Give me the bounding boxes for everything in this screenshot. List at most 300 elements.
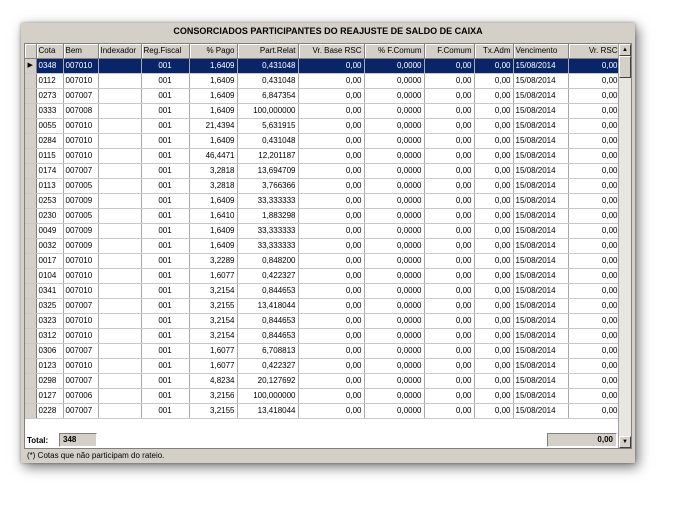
table-row[interactable]	[25, 404, 620, 419]
cell-vencimento[interactable]: 15/08/2014	[513, 284, 568, 299]
table-row[interactable]	[25, 209, 620, 224]
cell-pct-pago[interactable]: 3,2154	[189, 329, 237, 344]
table-row[interactable]	[25, 329, 620, 344]
cell-vencimento[interactable]: 15/08/2014	[513, 89, 568, 104]
cell-cota[interactable]: 0230	[36, 209, 63, 224]
cell-vr-rsc[interactable]: 0,00	[568, 329, 620, 344]
cell-vr-rsc[interactable]: 0,00	[568, 359, 620, 374]
cell-pct-f-comum[interactable]: 0,0000	[364, 374, 424, 389]
cell-vr-base-rsc[interactable]: 0,00	[298, 239, 364, 254]
cell-cota[interactable]: 0127	[36, 389, 63, 404]
cell-reg-fiscal[interactable]: 001	[141, 164, 189, 179]
cell-f-comum[interactable]: 0,00	[424, 224, 474, 239]
cell-vr-base-rsc[interactable]: 0,00	[298, 404, 364, 419]
table-row[interactable]	[25, 314, 620, 329]
cell-tx-adm[interactable]: 0,00	[474, 74, 513, 89]
cell-f-comum[interactable]: 0,00	[424, 329, 474, 344]
cell-pct-pago[interactable]: 1,6077	[189, 359, 237, 374]
col-header-bem[interactable]: Bem	[63, 44, 98, 59]
cell-pct-pago[interactable]: 3,2155	[189, 404, 237, 419]
cell-vencimento[interactable]: 15/08/2014	[513, 119, 568, 134]
cell-pct-pago[interactable]: 1,6410	[189, 209, 237, 224]
cell-f-comum[interactable]: 0,00	[424, 374, 474, 389]
cell-f-comum[interactable]: 0,00	[424, 164, 474, 179]
cell-tx-adm[interactable]: 0,00	[474, 239, 513, 254]
table-row[interactable]	[25, 104, 620, 119]
cell-vr-rsc[interactable]: 0,00	[568, 119, 620, 134]
cell-f-comum[interactable]: 0,00	[424, 389, 474, 404]
cell-cota[interactable]: 0055	[36, 119, 63, 134]
table-row[interactable]	[25, 179, 620, 194]
cell-reg-fiscal[interactable]: 001	[141, 104, 189, 119]
cell-indexador[interactable]	[98, 254, 141, 269]
cell-cota[interactable]: 0323	[36, 314, 63, 329]
table-row[interactable]	[25, 344, 620, 359]
cell-vr-base-rsc[interactable]: 0,00	[298, 74, 364, 89]
cell-part-relat[interactable]: 33,333333	[237, 194, 298, 209]
cell-part-relat[interactable]: 5,631915	[237, 119, 298, 134]
cell-bem[interactable]: 007005	[63, 209, 98, 224]
cell-f-comum[interactable]: 0,00	[424, 134, 474, 149]
row-indicator-cell[interactable]	[25, 299, 36, 314]
cell-bem[interactable]: 007006	[63, 389, 98, 404]
cell-cota[interactable]: 0273	[36, 89, 63, 104]
cell-indexador[interactable]	[98, 299, 141, 314]
cell-part-relat[interactable]: 100,000000	[237, 104, 298, 119]
cell-part-relat[interactable]: 12,201187	[237, 149, 298, 164]
table-row[interactable]	[25, 239, 620, 254]
table-row[interactable]	[25, 359, 620, 374]
cell-part-relat[interactable]: 0,431048	[237, 134, 298, 149]
cell-vencimento[interactable]: 15/08/2014	[513, 269, 568, 284]
cell-f-comum[interactable]: 0,00	[424, 314, 474, 329]
cell-vr-rsc[interactable]: 0,00	[568, 314, 620, 329]
cell-f-comum[interactable]: 0,00	[424, 179, 474, 194]
row-indicator-cell[interactable]	[25, 104, 36, 119]
cell-vr-base-rsc[interactable]: 0,00	[298, 254, 364, 269]
cell-vencimento[interactable]: 15/08/2014	[513, 254, 568, 269]
cell-f-comum[interactable]: 0,00	[424, 284, 474, 299]
cell-vencimento[interactable]: 15/08/2014	[513, 104, 568, 119]
cell-bem[interactable]: 007005	[63, 179, 98, 194]
col-header-f-comum[interactable]: F.Comum	[424, 44, 474, 59]
cell-part-relat[interactable]: 1,883298	[237, 209, 298, 224]
cell-vencimento[interactable]: 15/08/2014	[513, 179, 568, 194]
cell-bem[interactable]: 007007	[63, 344, 98, 359]
cell-vr-base-rsc[interactable]: 0,00	[298, 89, 364, 104]
cell-reg-fiscal[interactable]: 001	[141, 74, 189, 89]
cell-indexador[interactable]	[98, 164, 141, 179]
row-indicator-cell[interactable]	[25, 284, 36, 299]
cell-tx-adm[interactable]: 0,00	[474, 104, 513, 119]
cell-vr-base-rsc[interactable]: 0,00	[298, 359, 364, 374]
cell-pct-f-comum[interactable]: 0,0000	[364, 119, 424, 134]
cell-pct-f-comum[interactable]: 0,0000	[364, 254, 424, 269]
cell-part-relat[interactable]: 13,694709	[237, 164, 298, 179]
cell-part-relat[interactable]: 6,847354	[237, 89, 298, 104]
col-header-pct-f-comum[interactable]: % F.Comum	[364, 44, 424, 59]
cell-reg-fiscal[interactable]: 001	[141, 134, 189, 149]
cell-pct-pago[interactable]: 1,6409	[189, 239, 237, 254]
cell-vr-rsc[interactable]: 0,00	[568, 179, 620, 194]
cell-reg-fiscal[interactable]: 001	[141, 389, 189, 404]
cell-tx-adm[interactable]: 0,00	[474, 269, 513, 284]
row-indicator-cell[interactable]	[25, 359, 36, 374]
table-row[interactable]	[25, 299, 620, 314]
cell-bem[interactable]: 007010	[63, 254, 98, 269]
row-indicator-cell[interactable]	[25, 269, 36, 284]
cell-part-relat[interactable]: 6,708813	[237, 344, 298, 359]
cell-vr-base-rsc[interactable]: 0,00	[298, 299, 364, 314]
cell-vr-base-rsc[interactable]: 0,00	[298, 224, 364, 239]
cell-f-comum[interactable]: 0,00	[424, 359, 474, 374]
cell-indexador[interactable]	[98, 59, 141, 74]
row-indicator-cell[interactable]	[25, 404, 36, 419]
cell-tx-adm[interactable]: 0,00	[474, 164, 513, 179]
table-row[interactable]	[25, 89, 620, 104]
cell-vr-base-rsc[interactable]: 0,00	[298, 134, 364, 149]
cell-vr-base-rsc[interactable]: 0,00	[298, 104, 364, 119]
cell-vr-rsc[interactable]: 0,00	[568, 389, 620, 404]
cell-reg-fiscal[interactable]: 001	[141, 314, 189, 329]
data-grid[interactable]	[24, 43, 632, 449]
cell-vr-rsc[interactable]: 0,00	[568, 74, 620, 89]
table-row[interactable]	[25, 374, 620, 389]
cell-bem[interactable]: 007008	[63, 104, 98, 119]
cell-vr-rsc[interactable]: 0,00	[568, 299, 620, 314]
cell-vr-rsc[interactable]: 0,00	[568, 164, 620, 179]
cell-vr-base-rsc[interactable]: 0,00	[298, 119, 364, 134]
row-indicator-cell[interactable]	[25, 389, 36, 404]
cell-f-comum[interactable]: 0,00	[424, 74, 474, 89]
cell-reg-fiscal[interactable]: 001	[141, 404, 189, 419]
cell-f-comum[interactable]: 0,00	[424, 239, 474, 254]
cell-reg-fiscal[interactable]: 001	[141, 209, 189, 224]
cell-pct-f-comum[interactable]: 0,0000	[364, 344, 424, 359]
table-row[interactable]	[25, 119, 620, 134]
cell-vencimento[interactable]: 15/08/2014	[513, 134, 568, 149]
cell-pct-f-comum[interactable]: 0,0000	[364, 104, 424, 119]
scroll-down-icon[interactable]: ▼	[619, 436, 631, 448]
cell-vr-base-rsc[interactable]: 0,00	[298, 329, 364, 344]
cell-bem[interactable]: 007007	[63, 374, 98, 389]
cell-vr-rsc[interactable]: 0,00	[568, 239, 620, 254]
cell-vr-rsc[interactable]: 0,00	[568, 89, 620, 104]
cell-vr-rsc[interactable]: 0,00	[568, 194, 620, 209]
row-indicator-cell[interactable]	[25, 224, 36, 239]
cell-reg-fiscal[interactable]: 001	[141, 359, 189, 374]
cell-indexador[interactable]	[98, 149, 141, 164]
cell-f-comum[interactable]: 0,00	[424, 299, 474, 314]
cell-part-relat[interactable]: 0,844653	[237, 329, 298, 344]
cell-bem[interactable]: 007010	[63, 314, 98, 329]
table-row[interactable]	[25, 224, 620, 239]
row-indicator-cell[interactable]	[25, 194, 36, 209]
cell-cota[interactable]: 0112	[36, 74, 63, 89]
cell-cota[interactable]: 0312	[36, 329, 63, 344]
cell-f-comum[interactable]: 0,00	[424, 404, 474, 419]
cell-vencimento[interactable]: 15/08/2014	[513, 194, 568, 209]
cell-vencimento[interactable]: 15/08/2014	[513, 74, 568, 89]
cell-indexador[interactable]	[98, 104, 141, 119]
cell-vr-rsc[interactable]: 0,00	[568, 209, 620, 224]
col-header-vr-rsc[interactable]: Vr. RSC	[568, 44, 620, 59]
cell-cota[interactable]: 0123	[36, 359, 63, 374]
row-indicator-cell[interactable]	[25, 164, 36, 179]
table-row[interactable]	[25, 194, 620, 209]
cell-indexador[interactable]	[98, 269, 141, 284]
cell-pct-f-comum[interactable]: 0,0000	[364, 164, 424, 179]
cell-cota[interactable]: 0306	[36, 344, 63, 359]
cell-reg-fiscal[interactable]: 001	[141, 119, 189, 134]
row-indicator-cell[interactable]	[25, 119, 36, 134]
cell-part-relat[interactable]: 33,333333	[237, 224, 298, 239]
table-row[interactable]	[25, 164, 620, 179]
cell-pct-pago[interactable]: 3,2818	[189, 164, 237, 179]
cell-indexador[interactable]	[98, 119, 141, 134]
cell-reg-fiscal[interactable]: 001	[141, 149, 189, 164]
scroll-up-icon[interactable]: ▲	[619, 44, 631, 56]
cell-vr-rsc[interactable]: 0,00	[568, 344, 620, 359]
cell-vencimento[interactable]: 15/08/2014	[513, 314, 568, 329]
cell-pct-f-comum[interactable]: 0,0000	[364, 179, 424, 194]
cell-indexador[interactable]	[98, 179, 141, 194]
row-indicator-cell[interactable]	[25, 149, 36, 164]
cell-bem[interactable]: 007010	[63, 134, 98, 149]
cell-vr-base-rsc[interactable]: 0,00	[298, 284, 364, 299]
cell-vr-rsc[interactable]: 0,00	[568, 59, 620, 74]
cell-part-relat[interactable]: 13,418044	[237, 299, 298, 314]
cell-vr-base-rsc[interactable]: 0,00	[298, 374, 364, 389]
cell-reg-fiscal[interactable]: 001	[141, 179, 189, 194]
cell-pct-f-comum[interactable]: 0,0000	[364, 299, 424, 314]
cell-reg-fiscal[interactable]: 001	[141, 299, 189, 314]
cell-pct-pago[interactable]: 1,6409	[189, 89, 237, 104]
cell-vencimento[interactable]: 15/08/2014	[513, 149, 568, 164]
cell-indexador[interactable]	[98, 389, 141, 404]
cell-vr-base-rsc[interactable]: 0,00	[298, 269, 364, 284]
cell-cota[interactable]: 0333	[36, 104, 63, 119]
row-indicator-cell[interactable]	[25, 374, 36, 389]
cell-bem[interactable]: 007010	[63, 359, 98, 374]
vertical-scrollbar[interactable]	[618, 44, 631, 448]
cell-reg-fiscal[interactable]: 001	[141, 224, 189, 239]
row-indicator-cell[interactable]	[25, 329, 36, 344]
cell-part-relat[interactable]: 0,844653	[237, 314, 298, 329]
cell-reg-fiscal[interactable]: 001	[141, 344, 189, 359]
cell-vr-rsc[interactable]: 0,00	[568, 149, 620, 164]
cell-cota[interactable]: 0298	[36, 374, 63, 389]
cell-indexador[interactable]	[98, 194, 141, 209]
col-header-reg-fiscal[interactable]: Reg.Fiscal	[141, 44, 189, 59]
cell-tx-adm[interactable]: 0,00	[474, 359, 513, 374]
cell-vencimento[interactable]: 15/08/2014	[513, 359, 568, 374]
cell-cota[interactable]: 0032	[36, 239, 63, 254]
cell-bem[interactable]: 007010	[63, 149, 98, 164]
row-indicator-cell[interactable]	[25, 254, 36, 269]
cell-indexador[interactable]	[98, 314, 141, 329]
cell-indexador[interactable]	[98, 359, 141, 374]
cell-tx-adm[interactable]: 0,00	[474, 284, 513, 299]
cell-vr-rsc[interactable]: 0,00	[568, 134, 620, 149]
cell-pct-pago[interactable]: 1,6409	[189, 104, 237, 119]
cell-reg-fiscal[interactable]: 001	[141, 269, 189, 284]
cell-bem[interactable]: 007009	[63, 194, 98, 209]
table-row[interactable]	[25, 269, 620, 284]
cell-cota[interactable]: 0228	[36, 404, 63, 419]
cell-indexador[interactable]	[98, 344, 141, 359]
cell-vr-base-rsc[interactable]: 0,00	[298, 389, 364, 404]
cell-indexador[interactable]	[98, 224, 141, 239]
cell-pct-f-comum[interactable]: 0,0000	[364, 404, 424, 419]
cell-indexador[interactable]	[98, 134, 141, 149]
cell-reg-fiscal[interactable]: 001	[141, 59, 189, 74]
cell-indexador[interactable]	[98, 404, 141, 419]
cell-part-relat[interactable]: 0,844653	[237, 284, 298, 299]
cell-vr-base-rsc[interactable]: 0,00	[298, 164, 364, 179]
cell-pct-f-comum[interactable]: 0,0000	[364, 134, 424, 149]
cell-bem[interactable]: 007010	[63, 119, 98, 134]
cell-reg-fiscal[interactable]: 001	[141, 239, 189, 254]
row-indicator-cell[interactable]	[25, 314, 36, 329]
cell-f-comum[interactable]: 0,00	[424, 89, 474, 104]
cell-tx-adm[interactable]: 0,00	[474, 194, 513, 209]
cell-cota[interactable]: 0325	[36, 299, 63, 314]
cell-vr-base-rsc[interactable]: 0,00	[298, 59, 364, 74]
cell-vencimento[interactable]: 15/08/2014	[513, 209, 568, 224]
cell-bem[interactable]: 007010	[63, 59, 98, 74]
cell-pct-f-comum[interactable]: 0,0000	[364, 314, 424, 329]
cell-f-comum[interactable]: 0,00	[424, 269, 474, 284]
cell-f-comum[interactable]: 0,00	[424, 254, 474, 269]
cell-cota[interactable]: 0341	[36, 284, 63, 299]
cell-indexador[interactable]	[98, 89, 141, 104]
cell-part-relat[interactable]: 0,431048	[237, 59, 298, 74]
cell-pct-f-comum[interactable]: 0,0000	[364, 59, 424, 74]
cell-pct-pago[interactable]: 1,6409	[189, 74, 237, 89]
cell-bem[interactable]: 007009	[63, 224, 98, 239]
cell-pct-f-comum[interactable]: 0,0000	[364, 389, 424, 404]
cell-tx-adm[interactable]: 0,00	[474, 314, 513, 329]
cell-vencimento[interactable]: 15/08/2014	[513, 224, 568, 239]
cell-vr-rsc[interactable]: 0,00	[568, 404, 620, 419]
row-indicator-cell[interactable]	[25, 179, 36, 194]
cell-vr-base-rsc[interactable]: 0,00	[298, 344, 364, 359]
cell-tx-adm[interactable]: 0,00	[474, 149, 513, 164]
cell-bem[interactable]: 007007	[63, 299, 98, 314]
cell-bem[interactable]: 007010	[63, 329, 98, 344]
cell-vr-rsc[interactable]: 0,00	[568, 224, 620, 239]
cell-pct-pago[interactable]: 1,6077	[189, 269, 237, 284]
cell-reg-fiscal[interactable]: 001	[141, 194, 189, 209]
col-header-indexador[interactable]: Indexador	[98, 44, 141, 59]
cell-vencimento[interactable]: 15/08/2014	[513, 299, 568, 314]
cell-tx-adm[interactable]: 0,00	[474, 254, 513, 269]
cell-vr-base-rsc[interactable]: 0,00	[298, 314, 364, 329]
cell-pct-pago[interactable]: 46,4471	[189, 149, 237, 164]
col-header-tx-adm[interactable]: Tx.Adm	[474, 44, 513, 59]
table-row[interactable]	[25, 149, 620, 164]
cell-tx-adm[interactable]: 0,00	[474, 89, 513, 104]
cell-cota[interactable]: 0049	[36, 224, 63, 239]
cell-tx-adm[interactable]: 0,00	[474, 299, 513, 314]
cell-f-comum[interactable]: 0,00	[424, 194, 474, 209]
cell-pct-pago[interactable]: 4,8234	[189, 374, 237, 389]
cell-part-relat[interactable]: 3,766366	[237, 179, 298, 194]
cell-part-relat[interactable]: 100,000000	[237, 389, 298, 404]
cell-vr-base-rsc[interactable]: 0,00	[298, 194, 364, 209]
cell-vr-base-rsc[interactable]: 0,00	[298, 179, 364, 194]
cell-reg-fiscal[interactable]: 001	[141, 284, 189, 299]
cell-vr-rsc[interactable]: 0,00	[568, 374, 620, 389]
row-indicator-cell[interactable]	[25, 74, 36, 89]
col-header-vencimento[interactable]: Vencimento	[513, 44, 568, 59]
cell-indexador[interactable]	[98, 239, 141, 254]
cell-pct-f-comum[interactable]: 0,0000	[364, 194, 424, 209]
cell-part-relat[interactable]: 20,127692	[237, 374, 298, 389]
cell-indexador[interactable]	[98, 74, 141, 89]
col-header-cota[interactable]: Cota	[36, 44, 63, 59]
cell-indexador[interactable]	[98, 284, 141, 299]
cell-pct-f-comum[interactable]: 0,0000	[364, 329, 424, 344]
cell-pct-f-comum[interactable]: 0,0000	[364, 74, 424, 89]
cell-vr-rsc[interactable]: 0,00	[568, 104, 620, 119]
cell-pct-f-comum[interactable]: 0,0000	[364, 239, 424, 254]
cell-pct-pago[interactable]: 1,6409	[189, 59, 237, 74]
cell-tx-adm[interactable]: 0,00	[474, 344, 513, 359]
cell-tx-adm[interactable]: 0,00	[474, 179, 513, 194]
cell-reg-fiscal[interactable]: 001	[141, 254, 189, 269]
cell-vr-rsc[interactable]: 0,00	[568, 269, 620, 284]
cell-vr-rsc[interactable]: 0,00	[568, 284, 620, 299]
row-indicator-cell[interactable]	[25, 89, 36, 104]
row-indicator-cell[interactable]	[25, 59, 36, 74]
cell-cota[interactable]: 0253	[36, 194, 63, 209]
table-row[interactable]	[25, 134, 620, 149]
cell-part-relat[interactable]: 0,848200	[237, 254, 298, 269]
cell-part-relat[interactable]: 0,422327	[237, 359, 298, 374]
cell-bem[interactable]: 007010	[63, 74, 98, 89]
cell-part-relat[interactable]: 0,431048	[237, 74, 298, 89]
cell-cota[interactable]: 0348	[36, 59, 63, 74]
cell-part-relat[interactable]: 0,422327	[237, 269, 298, 284]
col-header-part-relat[interactable]: Part.Relat	[237, 44, 298, 59]
cell-cota[interactable]: 0284	[36, 134, 63, 149]
table-row[interactable]	[25, 254, 620, 269]
cell-cota[interactable]: 0115	[36, 149, 63, 164]
cell-vencimento[interactable]: 15/08/2014	[513, 344, 568, 359]
cell-pct-f-comum[interactable]: 0,0000	[364, 149, 424, 164]
cell-f-comum[interactable]: 0,00	[424, 119, 474, 134]
table-row[interactable]	[25, 389, 620, 404]
cell-pct-pago[interactable]: 3,2289	[189, 254, 237, 269]
cell-vr-base-rsc[interactable]: 0,00	[298, 209, 364, 224]
cell-tx-adm[interactable]: 0,00	[474, 404, 513, 419]
cell-bem[interactable]: 007007	[63, 89, 98, 104]
cell-vencimento[interactable]: 15/08/2014	[513, 329, 568, 344]
cell-bem[interactable]: 007010	[63, 284, 98, 299]
cell-pct-pago[interactable]: 3,2818	[189, 179, 237, 194]
table-row[interactable]	[25, 74, 620, 89]
cell-tx-adm[interactable]: 0,00	[474, 59, 513, 74]
cell-indexador[interactable]	[98, 209, 141, 224]
cell-vencimento[interactable]: 15/08/2014	[513, 404, 568, 419]
col-header-vr-base-rsc[interactable]: Vr. Base RSC	[298, 44, 364, 59]
cell-pct-pago[interactable]: 1,6409	[189, 194, 237, 209]
cell-pct-f-comum[interactable]: 0,0000	[364, 269, 424, 284]
cell-pct-f-comum[interactable]: 0,0000	[364, 209, 424, 224]
cell-tx-adm[interactable]: 0,00	[474, 389, 513, 404]
